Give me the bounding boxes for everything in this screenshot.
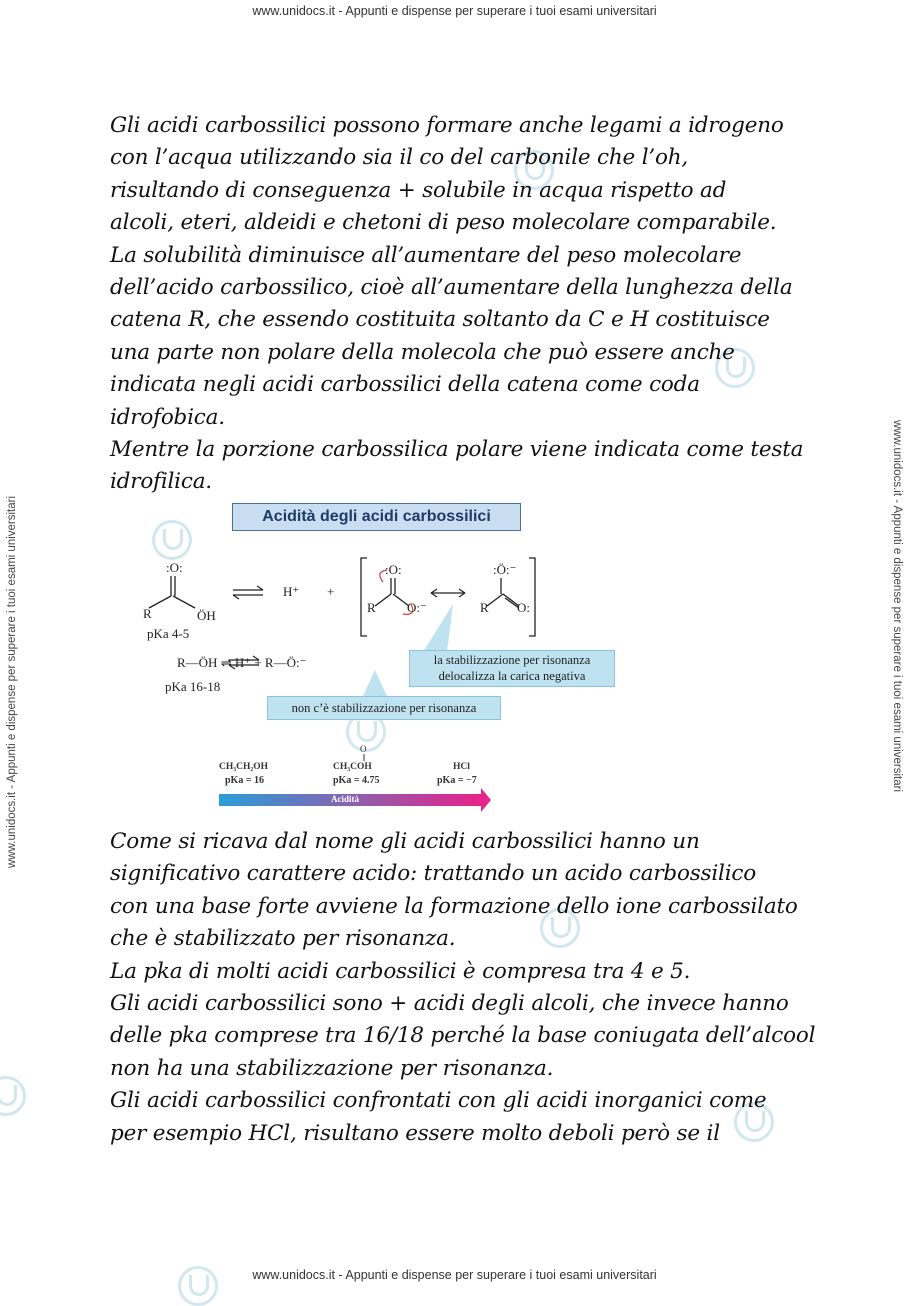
scale-pka: pKa = 4.75 — [333, 775, 380, 786]
acidity-figure — [135, 496, 615, 816]
svg-text:ÖH: ÖH — [197, 608, 216, 623]
pka-alcohol-label: pKa 16-18 — [165, 679, 221, 694]
text-line: catena R, che essendo costituita soltanto da C e H costituisce — [110, 307, 770, 333]
text-line: che è stabilizzato per risonanza. — [110, 926, 456, 952]
equilibrium-arrow — [233, 586, 263, 599]
svg-text:R: R — [480, 600, 489, 615]
footer-watermark: www.unidocs.it - Appunti e dispense per superare i tuoi esami universitari — [252, 1268, 657, 1282]
pka-acid-label: pKa 4-5 — [147, 626, 190, 641]
text-line: La solubilità diminuisce all’aumentare del peso molecolare — [110, 242, 742, 268]
svg-text:O:: O: — [517, 600, 530, 615]
scale-compound: CH₃COH — [333, 762, 372, 772]
callout-line: delocalizza la carica negativa — [438, 669, 586, 683]
scale-compound: CH₃CH₂OH — [219, 762, 268, 772]
text-line: non ha una stabilizzazione per risonanza. — [110, 1055, 554, 1081]
plus-sign: + — [327, 584, 335, 599]
callout-pointer — [423, 604, 453, 652]
paragraph-solubility — [110, 110, 810, 499]
bracket-right — [529, 558, 535, 636]
svg-text::O:: :O: — [166, 560, 183, 575]
text-line: delle pka comprese tra 16/18 perché la base coniugata dell’alcool — [110, 1023, 816, 1049]
text-line: dell’acido carbossilico, cioè all’aumentare della lunghezza della — [110, 275, 793, 301]
text-line: Mentre la porzione carbossilica polare viene indicata come testa — [110, 437, 804, 463]
text-line: idrofilica. — [110, 469, 212, 495]
left-side-watermark: www.unidocs.it - Appunti e dispense per superare i tuoi esami universitari — [6, 495, 18, 868]
svg-text::Ö:⁻: :Ö:⁻ — [493, 562, 517, 577]
text-line: Gli acidi carbossilici confrontati con gli acidi inorganici come — [110, 1088, 767, 1114]
text-line: idrofobica. — [110, 404, 225, 430]
header-watermark: www.unidocs.it - Appunti e dispense per superare i tuoi esami universitari — [252, 4, 657, 18]
text-line: La pka di molti acidi carbossilici è compresa tra 4 e 5. — [110, 958, 691, 984]
scale-pka: pKa = 16 — [225, 775, 265, 786]
text-line: indicata negli acidi carbossilici della catena come coda — [110, 372, 700, 398]
unidocs-logo-icon — [178, 1266, 218, 1306]
bracket-left — [361, 558, 367, 636]
scale-pka: pKa = −7 — [437, 775, 477, 786]
resonance-arrow — [431, 589, 465, 597]
unidocs-logo-icon — [0, 1076, 26, 1116]
no-resonance-callout: non c’è stabilizzazione per risonanza — [267, 696, 501, 720]
svg-text:R: R — [367, 600, 376, 615]
text-line: con l’acqua utilizzando sia il co del carbonile che l’oh, — [110, 145, 689, 171]
scale-compound: HCl — [453, 762, 470, 772]
text-line: Gli acidi carbossilici sono + acidi degli alcoli, che invece hanno — [110, 991, 789, 1017]
text-line: con una base forte avviene la formazione dello ione carbossilato — [110, 893, 798, 919]
acidity-arrow-label: Acidità — [331, 794, 359, 804]
text-line: significativo carattere acido: trattando un acido carbossilico — [110, 861, 756, 887]
svg-text::O:: :O: — [385, 562, 402, 577]
figure-title: Acidità degli acidi carbossilici — [232, 503, 521, 531]
svg-text:O:⁻: O:⁻ — [407, 600, 427, 615]
callout-line: la stabilizzazione per risonanza — [433, 653, 591, 667]
svg-text:R: R — [143, 606, 152, 621]
text-line: risultando di conseguenza + solubile in acqua rispetto ad — [110, 177, 727, 203]
text-line: Come si ricava dal nome gli acidi carbossilici hanno un — [110, 829, 700, 854]
text-line: alcoli, eteri, aldeidi e chetoni di peso molecolare comparabile. — [110, 210, 777, 236]
carboxylic-acid-structure — [149, 576, 195, 608]
h-plus-label: H⁺ — [283, 584, 300, 599]
resonance-callout — [409, 650, 615, 687]
callout-pointer — [363, 670, 387, 696]
text-line: per esempio HCl, risultano essere molto deboli però se il — [110, 1120, 720, 1146]
right-side-watermark: www.unidocs.it - Appunti e dispense per superare i tuoi esami universitari — [891, 420, 903, 793]
text-line: Gli acidi carbossilici possono formare anche legami a idrogeno — [110, 113, 784, 138]
alcohol-equilibrium: R—ÖH ⇌ H⁺ + R—Ö:⁻ — [177, 655, 307, 670]
paragraph-acidity — [110, 826, 816, 1150]
svg-text:O: O — [360, 744, 367, 754]
text-line: una parte non polare della molecola che può essere anche — [110, 339, 735, 365]
